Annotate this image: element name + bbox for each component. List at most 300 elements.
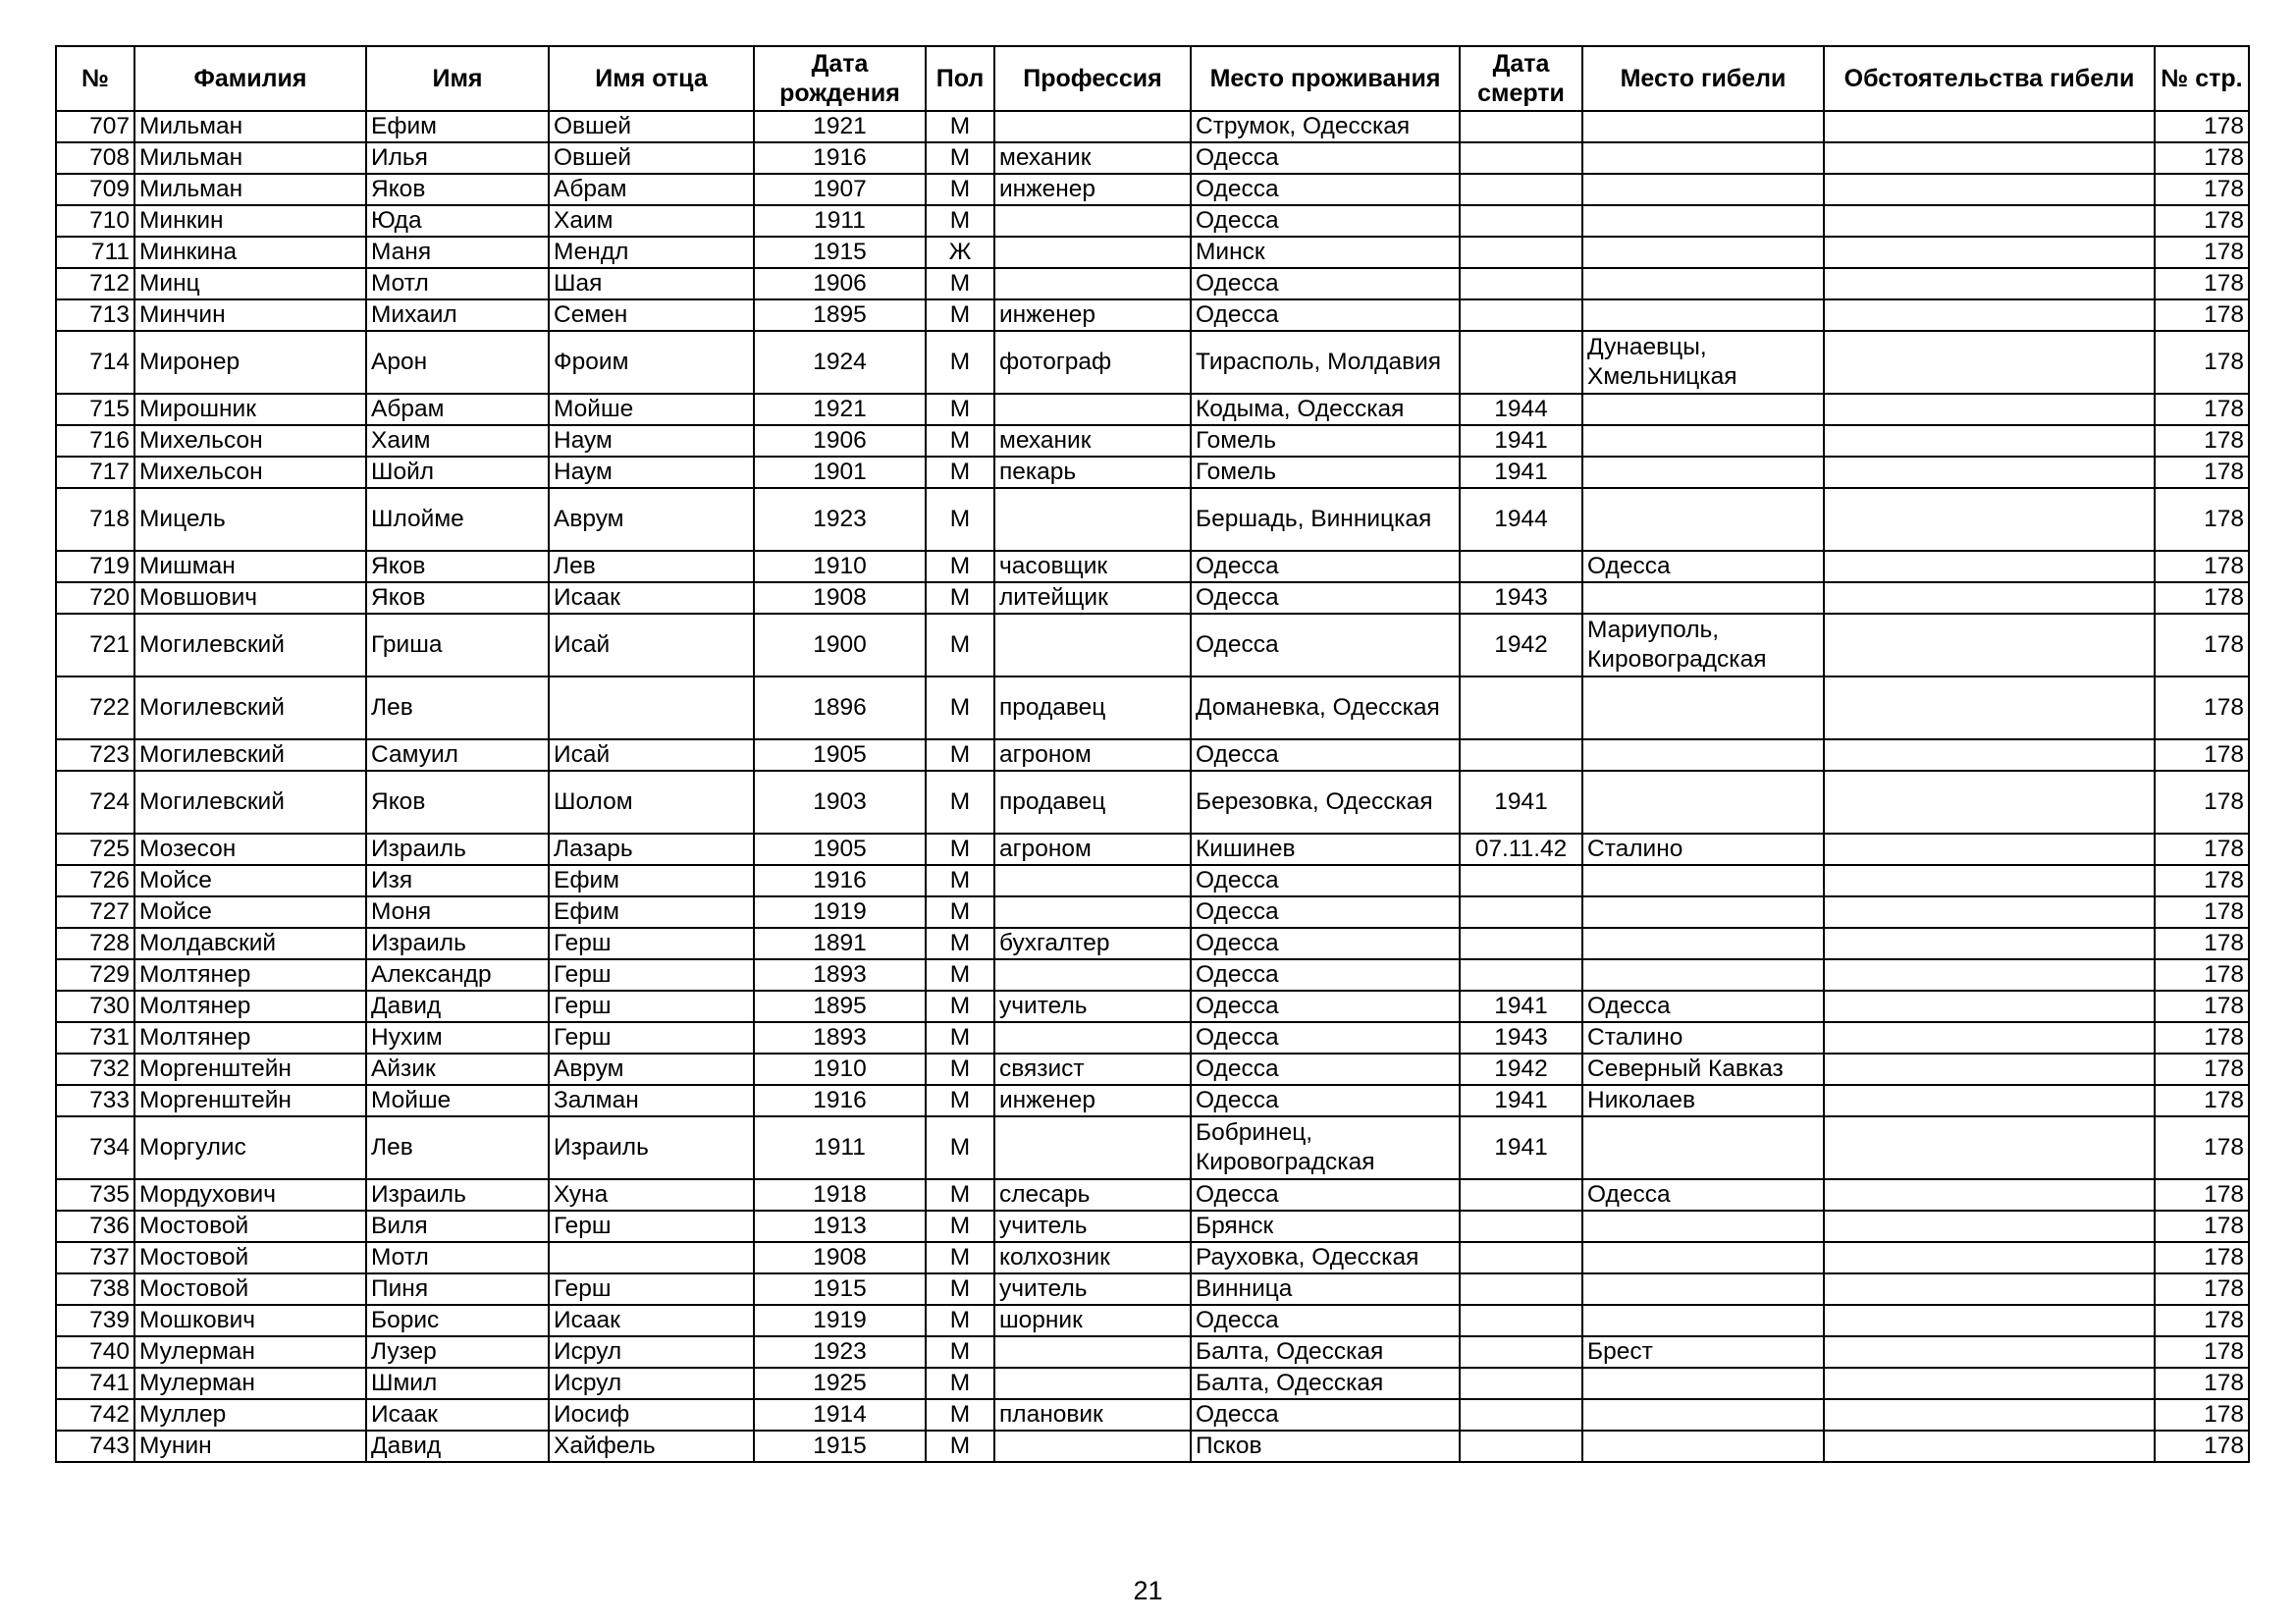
cell-number: 709: [56, 174, 134, 205]
cell-residence: Балта, Одесская: [1191, 1368, 1460, 1399]
cell-death-place: [1582, 394, 1824, 425]
cell-birth-date: 1914: [754, 1399, 926, 1431]
cell-profession: учитель: [994, 1273, 1191, 1305]
cell-page-ref: 178: [2155, 1116, 2249, 1179]
cell-number: 720: [56, 582, 134, 614]
table-row: [56, 331, 2249, 394]
cell-residence: Одесса: [1191, 1022, 1460, 1054]
cell-death-place: [1582, 174, 1824, 205]
cell-patronymic: Израиль: [549, 1116, 754, 1179]
cell-profession: [994, 1431, 1191, 1462]
cell-surname: Мильман: [134, 111, 366, 142]
cell-profession: [994, 237, 1191, 268]
cell-death-place: [1582, 1242, 1824, 1273]
cell-death-place: [1582, 425, 1824, 457]
cell-surname: Могилевский: [134, 739, 366, 771]
cell-patronymic: Герш: [549, 1022, 754, 1054]
cell-birth-date: 1916: [754, 1085, 926, 1116]
cell-residence: Березовка, Одесская: [1191, 771, 1460, 834]
page-number: 21: [1133, 1576, 1163, 1605]
cell-surname: Мишман: [134, 551, 366, 582]
cell-page-ref: 178: [2155, 1211, 2249, 1242]
cell-death-place: [1582, 142, 1824, 174]
cell-surname: Моргенштейн: [134, 1054, 366, 1085]
cell-surname: Мозесон: [134, 834, 366, 865]
cell-residence: Одесса: [1191, 739, 1460, 771]
table-row: [56, 1211, 2249, 1242]
cell-death-place: [1582, 1399, 1824, 1431]
cell-page-ref: 178: [2155, 551, 2249, 582]
cell-first-name: Виля: [366, 1211, 549, 1242]
cell-patronymic: [549, 1242, 754, 1273]
cell-sex: М: [926, 1085, 994, 1116]
cell-residence: Одесса: [1191, 614, 1460, 676]
cell-death-place: [1582, 1116, 1824, 1179]
header-surname: Фамилия: [134, 46, 366, 111]
cell-death-place: [1582, 676, 1824, 739]
cell-surname: Минкина: [134, 237, 366, 268]
cell-profession: учитель: [994, 991, 1191, 1022]
cell-residence: Одесса: [1191, 582, 1460, 614]
table-row: [56, 394, 2249, 425]
cell-sex: М: [926, 457, 994, 488]
cell-number: 721: [56, 614, 134, 676]
cell-sex: М: [926, 331, 994, 394]
cell-first-name: Израиль: [366, 834, 549, 865]
cell-birth-date: 1915: [754, 1273, 926, 1305]
cell-profession: слесарь: [994, 1179, 1191, 1211]
cell-surname: Минц: [134, 268, 366, 299]
cell-death-place: [1582, 959, 1824, 991]
cell-death-date: [1460, 551, 1582, 582]
cell-death-circumstances: [1824, 1273, 2155, 1305]
cell-number: 717: [56, 457, 134, 488]
cell-number: 726: [56, 865, 134, 896]
cell-sex: М: [926, 299, 994, 331]
cell-death-circumstances: [1824, 1022, 2155, 1054]
cell-number: 712: [56, 268, 134, 299]
cell-sex: М: [926, 614, 994, 676]
cell-birth-date: 1906: [754, 268, 926, 299]
cell-residence: Гомель: [1191, 425, 1460, 457]
cell-patronymic: Наум: [549, 457, 754, 488]
cell-death-circumstances: [1824, 457, 2155, 488]
cell-death-date: [1460, 865, 1582, 896]
cell-death-place: Брест: [1582, 1336, 1824, 1368]
cell-death-circumstances: [1824, 1116, 2155, 1179]
cell-page-ref: 178: [2155, 1273, 2249, 1305]
cell-death-circumstances: [1824, 771, 2155, 834]
cell-sex: М: [926, 142, 994, 174]
cell-death-place: [1582, 928, 1824, 959]
cell-first-name: Шмил: [366, 1368, 549, 1399]
cell-death-circumstances: [1824, 551, 2155, 582]
cell-first-name: Лузер: [366, 1336, 549, 1368]
cell-death-date: 1942: [1460, 614, 1582, 676]
cell-birth-date: 1921: [754, 394, 926, 425]
cell-number: 730: [56, 991, 134, 1022]
cell-profession: инженер: [994, 299, 1191, 331]
cell-birth-date: 1923: [754, 1336, 926, 1368]
cell-death-place: [1582, 237, 1824, 268]
cell-sex: М: [926, 1116, 994, 1179]
table-row: [56, 205, 2249, 237]
cell-page-ref: 178: [2155, 1368, 2249, 1399]
cell-surname: Мильман: [134, 174, 366, 205]
cell-number: 732: [56, 1054, 134, 1085]
cell-death-date: [1460, 268, 1582, 299]
cell-birth-date: 1895: [754, 991, 926, 1022]
cell-number: 737: [56, 1242, 134, 1273]
cell-surname: Мовшович: [134, 582, 366, 614]
cell-residence: Одесса: [1191, 142, 1460, 174]
cell-surname: Мулерман: [134, 1336, 366, 1368]
cell-death-circumstances: [1824, 205, 2155, 237]
cell-profession: [994, 959, 1191, 991]
cell-residence: Одесса: [1191, 991, 1460, 1022]
cell-patronymic: Герш: [549, 959, 754, 991]
cell-number: 736: [56, 1211, 134, 1242]
cell-sex: М: [926, 582, 994, 614]
cell-page-ref: 178: [2155, 1022, 2249, 1054]
cell-death-place: [1582, 1431, 1824, 1462]
cell-first-name: Яков: [366, 582, 549, 614]
cell-sex: М: [926, 1399, 994, 1431]
cell-surname: Могилевский: [134, 771, 366, 834]
cell-birth-date: 1911: [754, 205, 926, 237]
cell-birth-date: 1893: [754, 1022, 926, 1054]
cell-page-ref: 178: [2155, 111, 2249, 142]
cell-profession: фотограф: [994, 331, 1191, 394]
cell-number: 707: [56, 111, 134, 142]
cell-death-circumstances: [1824, 425, 2155, 457]
cell-death-circumstances: [1824, 237, 2155, 268]
cell-death-date: [1460, 896, 1582, 928]
cell-number: 711: [56, 237, 134, 268]
cell-death-circumstances: [1824, 299, 2155, 331]
cell-page-ref: 178: [2155, 1431, 2249, 1462]
cell-first-name: Яков: [366, 551, 549, 582]
cell-patronymic: Хайфель: [549, 1431, 754, 1462]
cell-death-date: 1941: [1460, 457, 1582, 488]
cell-first-name: Юда: [366, 205, 549, 237]
cell-first-name: Израиль: [366, 1179, 549, 1211]
cell-birth-date: 1910: [754, 1054, 926, 1085]
cell-death-date: [1460, 1399, 1582, 1431]
table-row: [56, 1054, 2249, 1085]
cell-first-name: Лев: [366, 1116, 549, 1179]
cell-residence: Винница: [1191, 1273, 1460, 1305]
cell-death-date: [1460, 1179, 1582, 1211]
cell-page-ref: 178: [2155, 582, 2249, 614]
cell-page-ref: 178: [2155, 1336, 2249, 1368]
cell-first-name: Мойше: [366, 1085, 549, 1116]
table-row: [56, 111, 2249, 142]
cell-patronymic: Фроим: [549, 331, 754, 394]
cell-birth-date: 1921: [754, 111, 926, 142]
cell-page-ref: 178: [2155, 865, 2249, 896]
cell-death-date: [1460, 237, 1582, 268]
cell-birth-date: 1906: [754, 425, 926, 457]
cell-number: 714: [56, 331, 134, 394]
cell-death-circumstances: [1824, 1399, 2155, 1431]
cell-page-ref: 178: [2155, 142, 2249, 174]
cell-death-circumstances: [1824, 991, 2155, 1022]
cell-patronymic: Залман: [549, 1085, 754, 1116]
cell-first-name: Израиль: [366, 928, 549, 959]
cell-profession: [994, 268, 1191, 299]
cell-death-place: [1582, 771, 1824, 834]
cell-residence: Одесса: [1191, 928, 1460, 959]
cell-patronymic: Исай: [549, 614, 754, 676]
cell-death-circumstances: [1824, 331, 2155, 394]
cell-profession: учитель: [994, 1211, 1191, 1242]
cell-death-circumstances: [1824, 394, 2155, 425]
header-death-place: Место гибели: [1582, 46, 1824, 111]
cell-patronymic: Герш: [549, 1211, 754, 1242]
cell-residence: Одесса: [1191, 896, 1460, 928]
cell-patronymic: Исай: [549, 739, 754, 771]
cell-death-date: [1460, 739, 1582, 771]
cell-death-circumstances: [1824, 174, 2155, 205]
cell-sex: М: [926, 1054, 994, 1085]
table-row: [56, 551, 2249, 582]
table-row: [56, 928, 2249, 959]
cell-residence: Одесса: [1191, 1179, 1460, 1211]
cell-page-ref: 178: [2155, 1242, 2249, 1273]
cell-first-name: Хаим: [366, 425, 549, 457]
cell-number: 716: [56, 425, 134, 457]
cell-patronymic: Лазарь: [549, 834, 754, 865]
cell-patronymic: Исаак: [549, 582, 754, 614]
cell-patronymic: Ефим: [549, 896, 754, 928]
cell-first-name: Давид: [366, 991, 549, 1022]
cell-residence: Одесса: [1191, 1085, 1460, 1116]
cell-death-date: [1460, 174, 1582, 205]
cell-residence: Брянск: [1191, 1211, 1460, 1242]
cell-surname: Мостовой: [134, 1273, 366, 1305]
cell-birth-date: 1919: [754, 1305, 926, 1336]
header-residence: Место проживания: [1191, 46, 1460, 111]
cell-residence: Одесса: [1191, 959, 1460, 991]
cell-number: 729: [56, 959, 134, 991]
cell-residence: Кишинев: [1191, 834, 1460, 865]
cell-birth-date: 1919: [754, 896, 926, 928]
cell-profession: [994, 1116, 1191, 1179]
cell-surname: Молдавский: [134, 928, 366, 959]
cell-birth-date: 1911: [754, 1116, 926, 1179]
cell-death-circumstances: [1824, 959, 2155, 991]
cell-death-circumstances: [1824, 488, 2155, 551]
cell-profession: [994, 205, 1191, 237]
cell-death-circumstances: [1824, 739, 2155, 771]
cell-death-date: [1460, 142, 1582, 174]
cell-birth-date: 1903: [754, 771, 926, 834]
cell-death-place: Одесса: [1582, 991, 1824, 1022]
cell-death-circumstances: [1824, 1242, 2155, 1273]
cell-surname: Мошкович: [134, 1305, 366, 1336]
victims-register-table: [55, 45, 2250, 1463]
cell-death-date: 1941: [1460, 1085, 1582, 1116]
cell-residence: Гомель: [1191, 457, 1460, 488]
cell-birth-date: 1896: [754, 676, 926, 739]
cell-surname: Миронер: [134, 331, 366, 394]
cell-death-place: Одесса: [1582, 551, 1824, 582]
cell-sex: М: [926, 834, 994, 865]
table-row: [56, 991, 2249, 1022]
cell-number: 708: [56, 142, 134, 174]
cell-patronymic: Исрул: [549, 1368, 754, 1399]
cell-page-ref: 178: [2155, 928, 2249, 959]
cell-birth-date: 1916: [754, 142, 926, 174]
cell-residence: Струмок, Одесская: [1191, 111, 1460, 142]
cell-residence: Одесса: [1191, 299, 1460, 331]
cell-residence: Бобринец, Кировоградская: [1191, 1116, 1460, 1179]
cell-death-circumstances: [1824, 896, 2155, 928]
cell-death-date: 1942: [1460, 1054, 1582, 1085]
cell-page-ref: 178: [2155, 771, 2249, 834]
cell-death-circumstances: [1824, 1431, 2155, 1462]
header-profession: Профессия: [994, 46, 1191, 111]
cell-surname: Мордухович: [134, 1179, 366, 1211]
cell-number: 725: [56, 834, 134, 865]
cell-first-name: Мотл: [366, 268, 549, 299]
cell-patronymic: Овшей: [549, 111, 754, 142]
cell-death-date: [1460, 1273, 1582, 1305]
cell-first-name: Маня: [366, 237, 549, 268]
cell-sex: М: [926, 991, 994, 1022]
cell-profession: продавец: [994, 771, 1191, 834]
cell-death-date: 1943: [1460, 1022, 1582, 1054]
cell-death-circumstances: [1824, 834, 2155, 865]
cell-sex: М: [926, 1211, 994, 1242]
cell-patronymic: Мендл: [549, 237, 754, 268]
cell-residence: Одесса: [1191, 174, 1460, 205]
cell-first-name: Моня: [366, 896, 549, 928]
table-row: [56, 1305, 2249, 1336]
cell-surname: Михельсон: [134, 457, 366, 488]
cell-sex: М: [926, 1022, 994, 1054]
cell-sex: М: [926, 1336, 994, 1368]
cell-first-name: Шойл: [366, 457, 549, 488]
cell-profession: [994, 614, 1191, 676]
cell-death-circumstances: [1824, 582, 2155, 614]
table-row: [56, 237, 2249, 268]
cell-death-date: [1460, 299, 1582, 331]
header-page-ref: № стр.: [2155, 46, 2249, 111]
cell-patronymic: [549, 676, 754, 739]
cell-residence: Одесса: [1191, 865, 1460, 896]
cell-sex: М: [926, 1431, 994, 1462]
cell-sex: М: [926, 488, 994, 551]
cell-first-name: Лев: [366, 676, 549, 739]
cell-profession: связист: [994, 1054, 1191, 1085]
cell-page-ref: 178: [2155, 205, 2249, 237]
cell-patronymic: Семен: [549, 299, 754, 331]
cell-profession: [994, 1022, 1191, 1054]
cell-death-place: [1582, 865, 1824, 896]
cell-page-ref: 178: [2155, 1399, 2249, 1431]
cell-residence: Бершадь, Винницкая: [1191, 488, 1460, 551]
cell-first-name: Самуил: [366, 739, 549, 771]
cell-surname: Мойсе: [134, 896, 366, 928]
cell-sex: М: [926, 896, 994, 928]
cell-birth-date: 1918: [754, 1179, 926, 1211]
table-row: [56, 1399, 2249, 1431]
cell-patronymic: Абрам: [549, 174, 754, 205]
cell-death-place: [1582, 299, 1824, 331]
table-row: [56, 1368, 2249, 1399]
cell-sex: М: [926, 771, 994, 834]
cell-birth-date: 1900: [754, 614, 926, 676]
cell-death-place: [1582, 896, 1824, 928]
cell-patronymic: Аврум: [549, 488, 754, 551]
cell-patronymic: Герш: [549, 991, 754, 1022]
cell-death-circumstances: [1824, 1336, 2155, 1368]
cell-page-ref: 178: [2155, 614, 2249, 676]
cell-surname: Минчин: [134, 299, 366, 331]
cell-death-circumstances: [1824, 1368, 2155, 1399]
table-row: [56, 1179, 2249, 1211]
cell-number: 735: [56, 1179, 134, 1211]
cell-birth-date: 1915: [754, 237, 926, 268]
cell-death-circumstances: [1824, 865, 2155, 896]
cell-death-date: [1460, 1305, 1582, 1336]
cell-profession: механик: [994, 425, 1191, 457]
cell-page-ref: 178: [2155, 1179, 2249, 1211]
cell-surname: Мирошник: [134, 394, 366, 425]
cell-residence: Одесса: [1191, 268, 1460, 299]
cell-birth-date: 1895: [754, 299, 926, 331]
cell-death-place: [1582, 1211, 1824, 1242]
cell-residence: Минск: [1191, 237, 1460, 268]
table-row: [56, 1431, 2249, 1462]
cell-sex: М: [926, 268, 994, 299]
cell-page-ref: 178: [2155, 1085, 2249, 1116]
cell-death-place: [1582, 1273, 1824, 1305]
cell-sex: М: [926, 425, 994, 457]
cell-death-date: 1943: [1460, 582, 1582, 614]
header-death-date: Дата смерти: [1460, 46, 1582, 111]
cell-number: 733: [56, 1085, 134, 1116]
cell-surname: Молтянер: [134, 959, 366, 991]
cell-profession: инженер: [994, 1085, 1191, 1116]
table-row: [56, 614, 2249, 676]
table-row: [56, 299, 2249, 331]
cell-patronymic: Лев: [549, 551, 754, 582]
cell-page-ref: 178: [2155, 991, 2249, 1022]
cell-sex: М: [926, 1179, 994, 1211]
cell-birth-date: 1924: [754, 331, 926, 394]
cell-page-ref: 178: [2155, 488, 2249, 551]
header-first-name: Имя: [366, 46, 549, 111]
cell-surname: Мунин: [134, 1431, 366, 1462]
cell-death-date: 1944: [1460, 394, 1582, 425]
cell-surname: Мулерман: [134, 1368, 366, 1399]
cell-surname: Молтянер: [134, 1022, 366, 1054]
cell-death-circumstances: [1824, 1211, 2155, 1242]
cell-patronymic: Герш: [549, 1273, 754, 1305]
cell-page-ref: 178: [2155, 959, 2249, 991]
cell-profession: инженер: [994, 174, 1191, 205]
cell-first-name: Михаил: [366, 299, 549, 331]
cell-page-ref: 178: [2155, 237, 2249, 268]
cell-profession: плановик: [994, 1399, 1191, 1431]
cell-surname: Мостовой: [134, 1242, 366, 1273]
cell-death-place: [1582, 205, 1824, 237]
cell-death-place: [1582, 268, 1824, 299]
cell-death-place: Северный Кавказ: [1582, 1054, 1824, 1085]
